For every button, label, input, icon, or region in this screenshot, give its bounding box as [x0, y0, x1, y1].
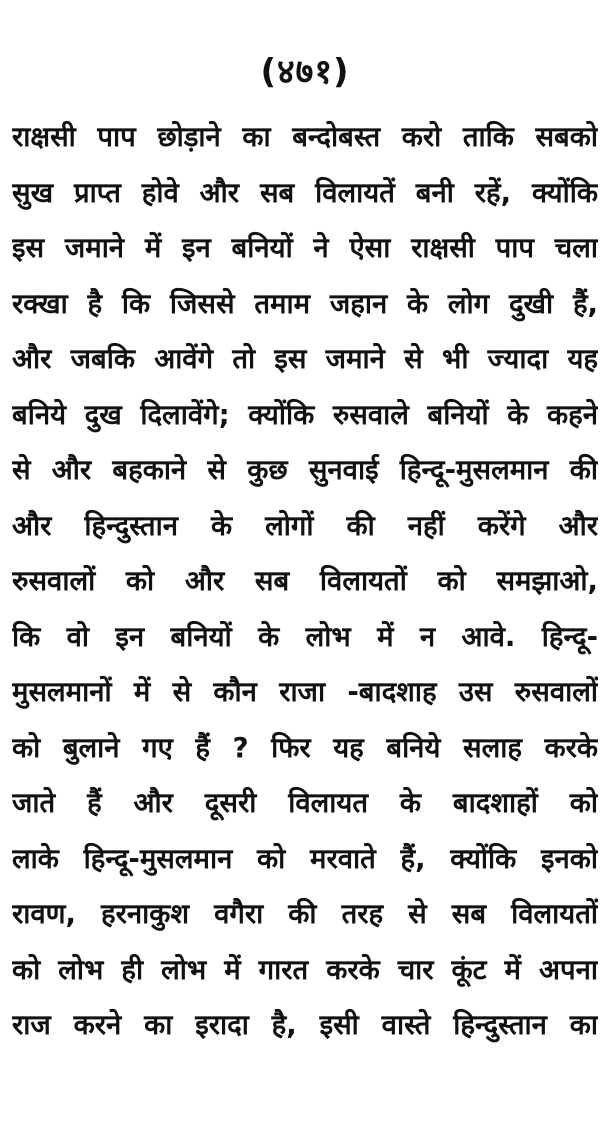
- text-line: बनिये दुख दिलावेंगे; क्योंकि रुसवाले बनियों के कहने: [12, 398, 598, 431]
- text-line: और हिन्दुस्तान के लोगों की नहीं करेंगे और: [12, 509, 598, 542]
- text-line: और जबकि आवेंगे तो इस जमाने से भी ज्यादा यह: [12, 343, 598, 375]
- text-line: को बुलाने गए हैं ? फिर यह बनिये सलाह करके: [12, 731, 598, 764]
- text-line: रुसवालों को और सब विलायतों को समझाओ,: [12, 565, 598, 597]
- text-line: को लोभ ही लोभ में गारत करके चार कूंट में अपना: [12, 953, 598, 986]
- text-line: जाते हैं और दूसरी विलायत के बादशाहों को: [12, 787, 598, 819]
- text-line: इस जमाने में इन बनियों ने ऐसा राक्षसी पाप चला: [12, 232, 598, 264]
- page-number: (४७१): [260, 52, 350, 92]
- text-line: सुख प्राप्त होवे और सब विलायतें बनी रहें, क्योंकि: [12, 176, 598, 209]
- text-line: रावण, हरनाकुश वगैरा की तरह से सब विलायतों: [12, 898, 598, 930]
- text-line: लाके हिन्दू-मुसलमान को मरवाते हैं, क्योंकि इनको: [12, 842, 598, 875]
- text-line: रक्खा है कि जिससे तमाम जहान के लोग दुखी हैं,: [12, 287, 598, 320]
- text-line: से और बहकाने से कुछ सुनवाई हिन्दू-मुसलमान की: [12, 454, 598, 486]
- text-line: मुसलमानों में से कौन राजा -बादशाह उस रुसवालों: [12, 676, 598, 708]
- text-line: कि वो इन बनियों के लोभ में न आवे. हिन्दू-: [12, 620, 598, 653]
- text-line: राज करने का इरादा है, इसी वास्ते हिन्दुस्तान का: [12, 1009, 598, 1041]
- body-text: [12, 110, 598, 1054]
- text-line: राक्षसी पाप छोड़ाने का बन्दोबस्त करो ताकि सबको: [12, 121, 598, 153]
